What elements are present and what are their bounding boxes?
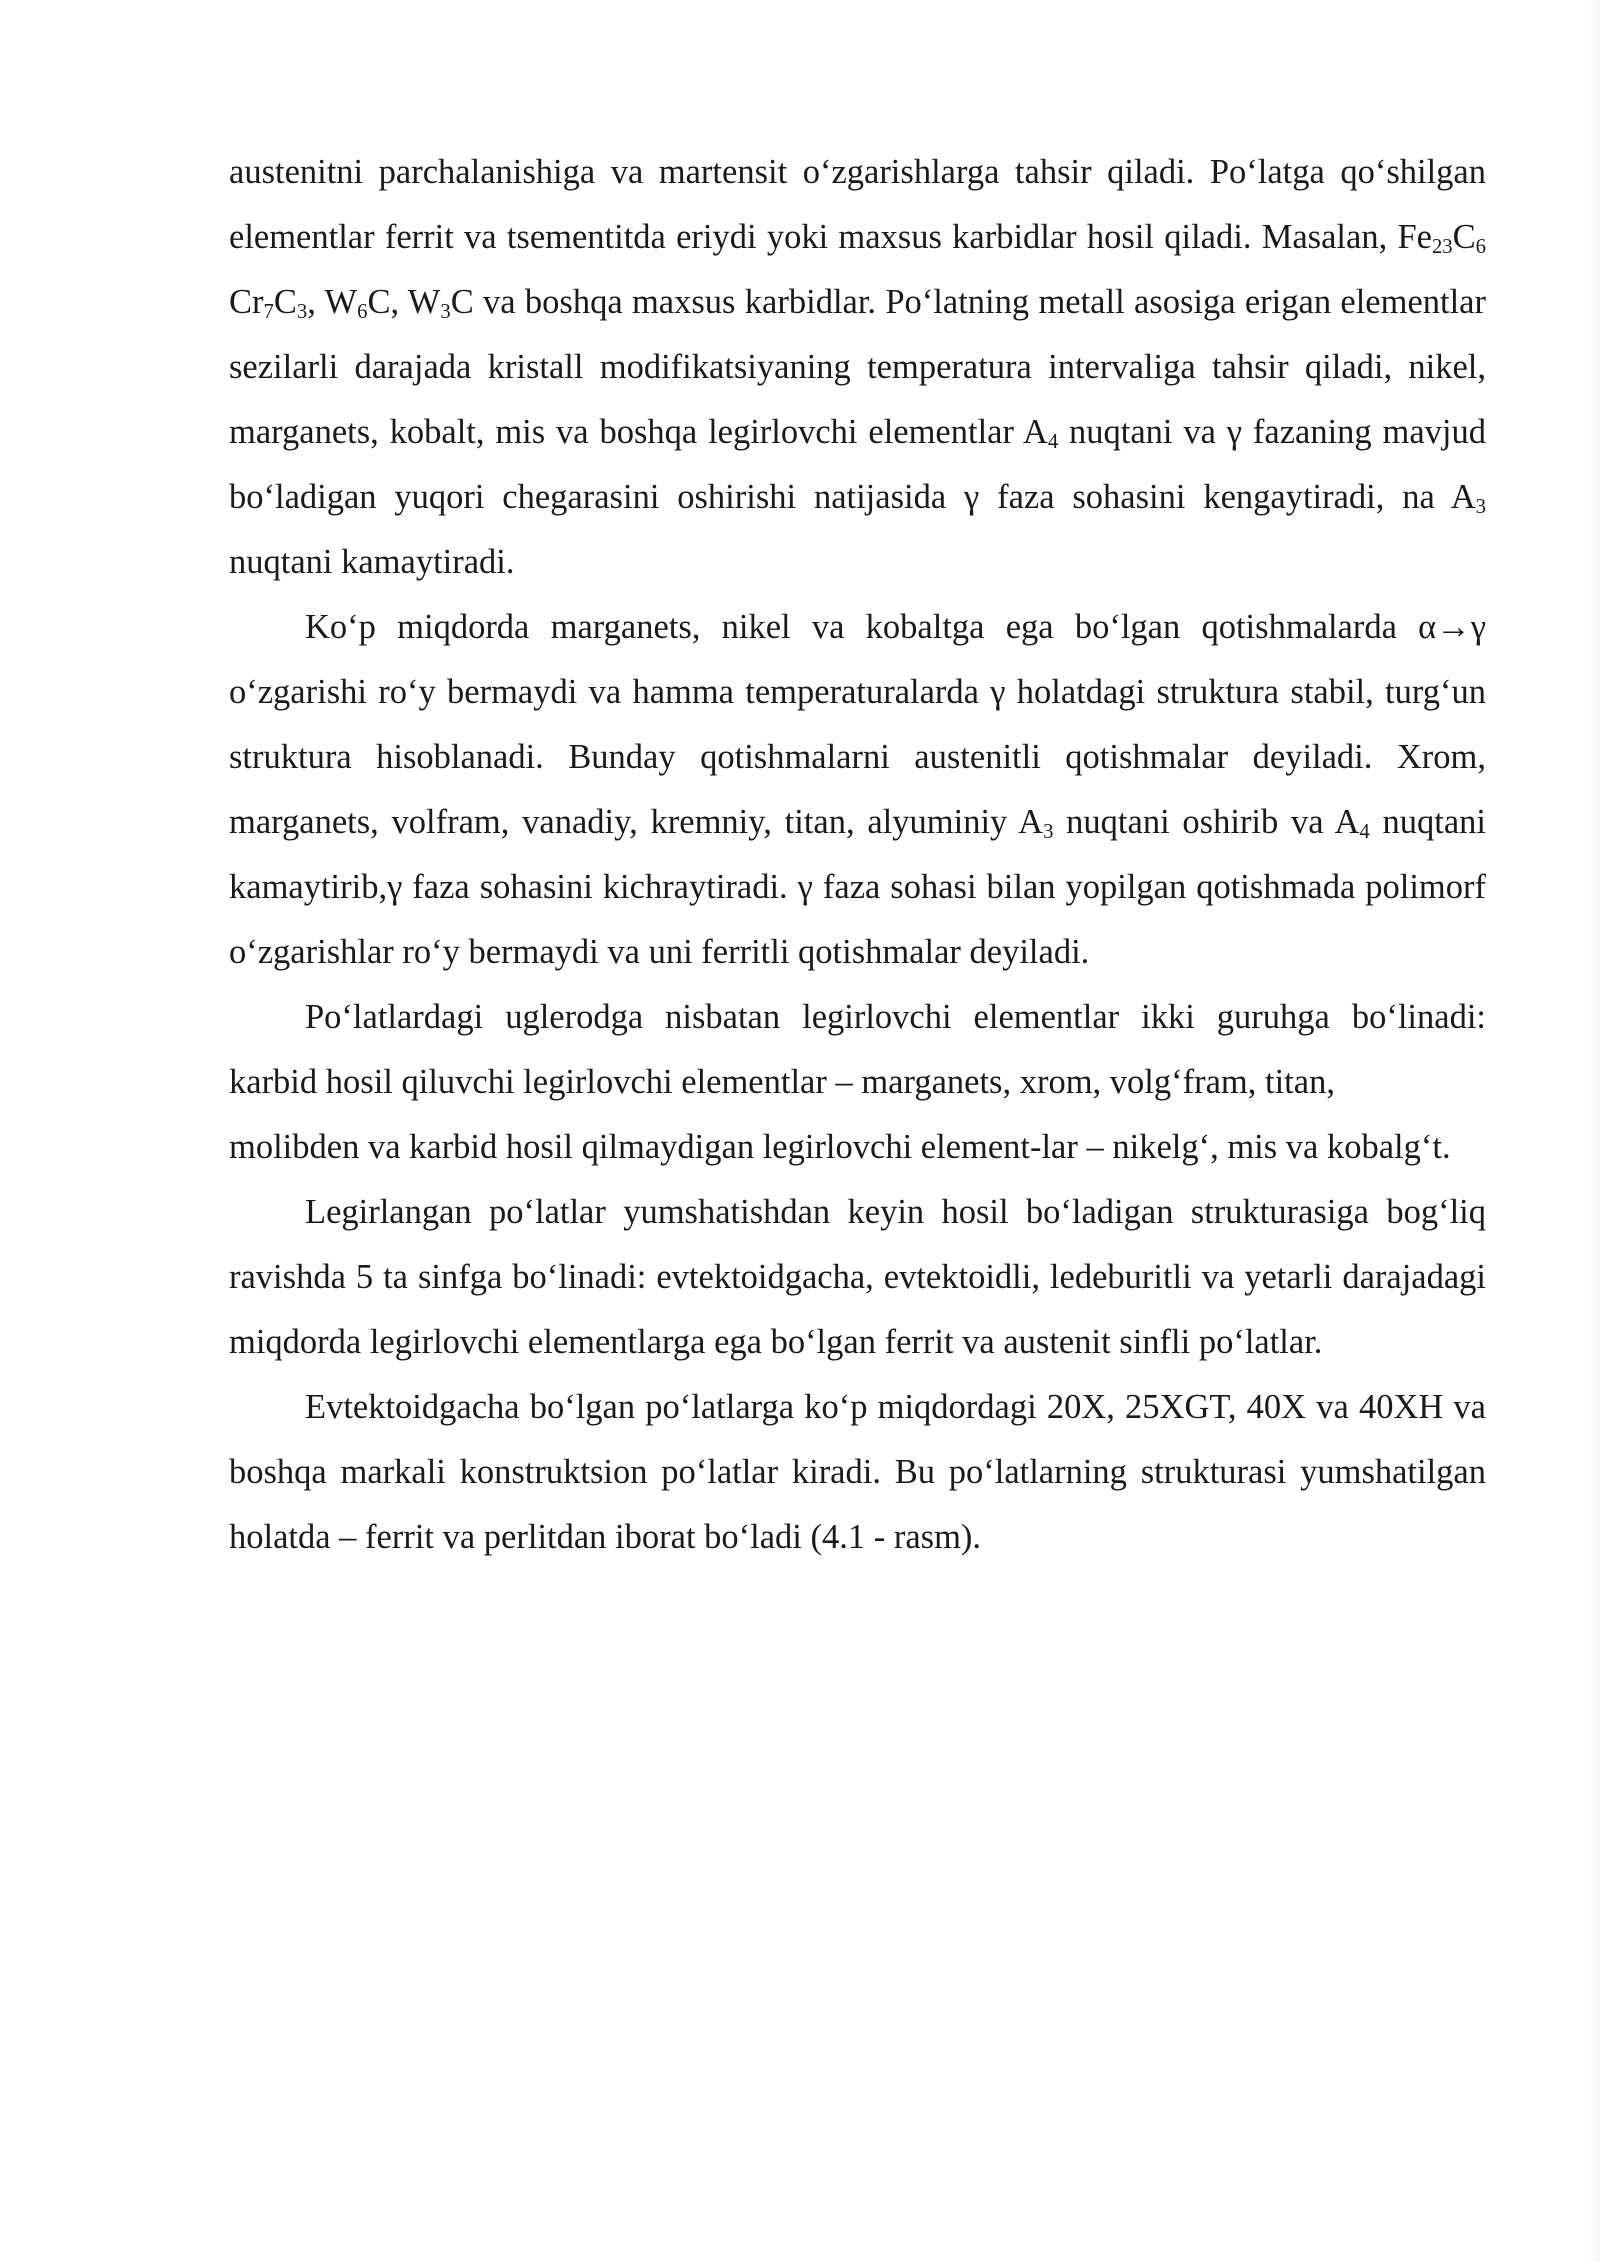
- paragraph-1: [229, 140, 1486, 595]
- paragraph-3: [229, 985, 1486, 1115]
- document-page: [229, 140, 1486, 1570]
- text-segment: , W: [307, 283, 358, 321]
- text-segment: molibden va karbid hosil qilmaydigan legirlovchi element-lar – nikelg‘, mis va kobalg‘t.: [229, 1128, 1451, 1166]
- paragraph-4: [229, 1115, 1486, 1180]
- text-segment: nuqtani kamaytirib,γ faza sohasini kichraytiradi. γ faza sohasi bilan yopilgan qotishmada polimorf o‘zgarishlar ro‘y bermaydi va uni ferritli qotishmalar deyiladi.: [229, 803, 1486, 971]
- page-edge-shadow: [1586, 0, 1600, 2262]
- text-segment: C va boshqa maxsus karbidlar. Po‘latning metall asosiga erigan elementlar sezilarli darajada kristall modifikatsiyaning temperatura intervaliga tahsir qiladi, nikel, marganets, kobalt, mis va boshqa legirlovchi elementlar A: [229, 283, 1486, 451]
- subscript: 6: [357, 301, 368, 324]
- paragraph-2: [229, 595, 1486, 985]
- subscript: 3: [440, 301, 451, 324]
- text-segment: nuqtani va γ fazaning mavjud bo‘ladigan yuqori chegarasini oshirishi natijasida γ faza sohasini kengaytiradi, na A: [229, 413, 1486, 516]
- text-segment: Evtektoidgacha bo‘lgan po‘latlarga ko‘p miqdordagi 20X, 25XGT, 40X va 40XH va boshqa markali konstruktsion po‘latlar kiradi. Bu po‘latlarning strukturasi yumshatilgan holatda – ferrit va perlitdan iborat bo‘ladi (4.1 - rasm).: [229, 1388, 1486, 1556]
- text-segment: C: [273, 283, 297, 321]
- subscript: 23: [1431, 236, 1453, 259]
- text-segment: C, W: [367, 283, 441, 321]
- subscript: 4: [1359, 821, 1370, 844]
- subscript: 3: [1475, 496, 1486, 519]
- subscript: 4: [1047, 431, 1059, 454]
- subscript: 3: [1043, 821, 1054, 844]
- text-segment: Legirlangan po‘latlar yumshatishdan keyin hosil bo‘ladigan strukturasiga bog‘liq ravishda 5 ta sinfga bo‘linadi: evtektoidgacha, evtektoidli, ledeburitli va yetarli darajadagi miqdorda legirlovchi elementlarga ega bo‘lgan ferrit va austenit sinfli po‘latlar.: [229, 1193, 1486, 1361]
- paragraph-6: [229, 1375, 1486, 1570]
- text-segment: nuqtani oshirib va A: [1053, 803, 1360, 841]
- text-segment: austenitni parchalanishiga va martensit o‘zgarishlarga tahsir qiladi. Po‘latga qo‘shilgan elementlar ferrit va tsementitda eriydi yoki maxsus karbidlar hosil qiladi. Masalan, Fe: [229, 153, 1486, 256]
- subscript: 6: [1475, 236, 1486, 259]
- text-segment: Cr: [229, 283, 264, 321]
- text-segment: C: [1452, 218, 1476, 256]
- text-segment: Ko‘p miqdorda marganets, nikel va kobaltga ega bo‘lgan qotishmalarda α→γ o‘zgarishi ro‘y bermaydi va hamma temperaturalarda γ holatdagi struktura stabil, turg‘un struktura hisoblanadi. Bunday qotishmalarni austenitli qotishmalar deyiladi. Xrom, marganets, volfram, vanadiy, kremniy, titan, alyuminiy A: [229, 608, 1486, 841]
- text-segment: nuqtani kamaytiradi.: [229, 543, 515, 581]
- paragraph-5: [229, 1180, 1486, 1375]
- text-segment: Po‘latlardagi uglerodga nisbatan legirlovchi elementlar ikki guruhga bo‘linadi: karbid hosil qiluvchi legirlovchi elementlar – marganets, xrom, volg‘fram, titan,: [229, 998, 1486, 1101]
- subscript: 7: [263, 301, 274, 324]
- subscript: 3: [296, 301, 308, 324]
